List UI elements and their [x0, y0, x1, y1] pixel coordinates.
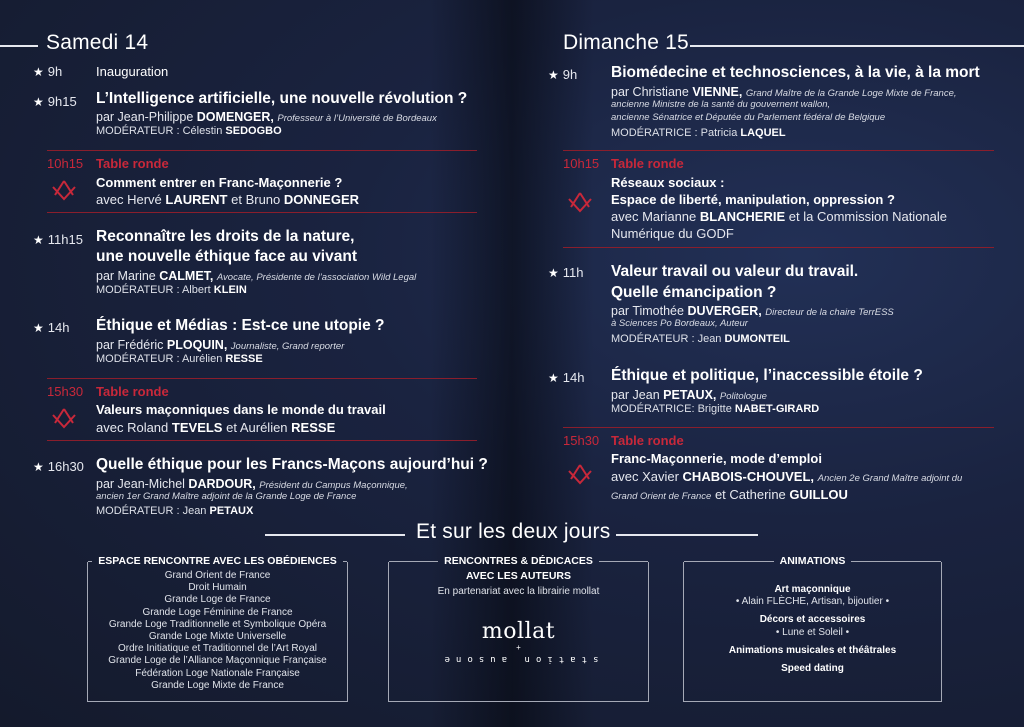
sunday-title: Dimanche 15 [563, 31, 689, 54]
star-icon: ★ [33, 94, 44, 109]
obedience-item: Grande Loge de France [164, 594, 271, 606]
event-title-line2: une nouvelle éthique face au vivant [96, 248, 357, 265]
authors-box [388, 555, 649, 702]
table-ronde-label: Table ronde [611, 156, 684, 171]
divider [563, 150, 994, 151]
event-title: Valeur travail ou valeur du travail. [611, 263, 859, 280]
obediences-box [87, 555, 348, 702]
animations-list [684, 584, 941, 675]
authors-title-line2: AVEC LES AUTEURS [465, 570, 571, 582]
time-slot: ★ 14h [33, 320, 70, 335]
table-ronde-label: Table ronde [611, 433, 684, 448]
divider [47, 440, 477, 441]
star-icon: ★ [33, 64, 44, 79]
time-slot: 15h30 [563, 433, 600, 448]
star-icon: ★ [33, 232, 44, 247]
square-compass-icon [566, 463, 594, 487]
time-slot: ★ 9h15 [33, 94, 77, 109]
obedience-item: Grand Orient de France [164, 570, 271, 581]
event-moderator: MODÉRATRICE : Patricia LAQUEL [611, 127, 786, 139]
animations-box [683, 555, 942, 702]
obedience-item: Droit Humain [188, 582, 247, 594]
event-speaker-role: ancien 1er Grand Maître adjoint de la Grande Loge de France [96, 491, 357, 502]
section-rule [265, 534, 405, 536]
event-title: Biomédecine et technosciences, à la vie, à la mort [611, 64, 980, 81]
box-header: ANIMATIONS [684, 555, 941, 567]
event-title: L’Intelligence artificielle, une nouvelle révolution ? [96, 90, 468, 107]
event-title: Inauguration [96, 64, 169, 79]
obedience-item: Grande Loge de l’Alliance Maçonnique Française [108, 655, 327, 667]
obediences-list [88, 570, 347, 692]
animation-detail: • Alain FLÈCHE, Artisan, bijoutier • [735, 596, 890, 608]
box-header: RENCONTRES & DÉDICACES [389, 555, 648, 567]
star-icon: ★ [33, 320, 44, 335]
authors-subtitle: En partenariat avec la librairie mollat [437, 586, 600, 597]
event-speaker: par Jean PETAUX, Politologue [611, 388, 767, 402]
event-speaker: par Christiane VIENNE, Grand Maître de la Grande Loge Mixte de France, [611, 85, 957, 99]
event-title: Franc-Maçonnerie, mode d’emploi [611, 451, 822, 466]
event-title-line2: Espace de liberté, manipulation, oppression ? [611, 192, 895, 207]
event-speaker-role: à Sciences Po Bordeaux, Auteur [611, 318, 748, 329]
obedience-item: Grande Loge Mixte Universelle [148, 631, 287, 643]
time-slot: 10h15 [47, 156, 84, 171]
event-title: Comment entrer en Franc-Maçonnerie ? [96, 175, 343, 190]
event-title: Éthique et Médias : Est-ce une utopie ? [96, 317, 385, 334]
event-moderator: MODÉRATEUR : Aurélien RESSE [96, 353, 263, 365]
event-moderator: MODÉRATEUR : Célestin SEDOGBO [96, 125, 282, 137]
animation-heading: Décors et accessoires [759, 614, 866, 626]
star-icon: ★ [33, 459, 44, 474]
time-slot: ★ 16h30 [33, 459, 84, 474]
event-moderator: MODÉRATEUR : Jean PETAUX [96, 505, 254, 517]
event-participants-line2: Grand Orient de France et Catherine GUILLOU [611, 487, 848, 502]
event-participants: avec Hervé LAURENT et Bruno DONNEGER [96, 192, 360, 207]
divider [47, 150, 477, 151]
saturday-title: Samedi 14 [46, 31, 149, 54]
event-speaker: par Jean-Michel DARDOUR, Président du Campus Maçonnique, [96, 477, 408, 491]
event-speaker: par Frédéric PLOQUIN, Journaliste, Grand reporter [96, 338, 345, 352]
divider [563, 427, 994, 428]
divider [47, 212, 477, 213]
time-slot: ★ 11h [548, 265, 584, 280]
divider [563, 247, 994, 248]
event-title: Quelle éthique pour les Francs-Maçons aujourd’hui ? [96, 456, 488, 473]
both-days-title: Et sur les deux jours [416, 520, 611, 543]
obedience-item: Ordre Initiatique et Traditionnel de l’Art Royal [118, 643, 317, 655]
event-speaker: par Timothée DUVERGER, Directeur de la chaire TerrESS [611, 304, 894, 318]
star-icon: ★ [548, 67, 559, 82]
event-speaker: par Jean-Philippe DOMENGER, Professeur à l’Université de Bordeaux [96, 110, 437, 124]
animation-detail: • Lune et Soleil • [775, 626, 850, 638]
event-title: Reconnaître les droits de la nature, [96, 228, 355, 245]
event-moderator: MODÉRATEUR : Jean DUMONTEIL [611, 333, 790, 345]
obedience-item: Grande Loge Traditionnelle et Symbolique Opéra [108, 618, 327, 630]
table-ronde-label: Table ronde [96, 156, 169, 171]
station-ausone-logo: station ausone [438, 654, 599, 664]
event-moderator: MODÉRATRICE: Brigitte NABET-GIRARD [611, 403, 820, 415]
box-header: ESPACE RENCONTRE AVEC LES OBÉDIENCES [88, 555, 347, 567]
animation-heading: Animations musicales et théâtrales [728, 644, 897, 656]
time-slot: 15h30 [47, 384, 84, 399]
time-slot: ★ 9h [33, 64, 63, 79]
obedience-item: Fédération Loge Nationale Française [135, 667, 300, 679]
event-title-line2: Quelle émancipation ? [611, 284, 777, 301]
event-title: Réseaux sociaux : [611, 175, 725, 190]
animation-heading: Speed dating [781, 663, 844, 675]
star-icon: ★ [548, 265, 559, 280]
square-compass-icon [50, 179, 78, 203]
section-rule [616, 534, 758, 536]
divider [47, 378, 477, 379]
event-participants: avec Xavier CHABOIS-CHOUVEL, Ancien 2e Grand Maître adjoint du [611, 469, 963, 484]
table-ronde-label: Table ronde [96, 384, 169, 399]
event-title: Éthique et politique, l’inaccessible étoile ? [611, 367, 923, 384]
event-participants-line2: Numérique du GODF [611, 226, 734, 241]
obedience-item: Grande Loge Mixte de France [151, 679, 284, 691]
event-speaker-role: ancienne Sénatrice et Députée du Parlement fédéral de Belgique [611, 112, 886, 123]
event-speaker-role: ancienne Ministre de la santé du gouvernent wallon, [611, 99, 831, 110]
event-participants: avec Roland TEVELS et Aurélien RESSE [96, 420, 336, 435]
time-slot: ★ 14h [548, 370, 585, 385]
event-participants: avec Marianne BLANCHERIE et la Commission Nationale [611, 209, 947, 224]
time-slot: ★ 9h [548, 67, 578, 82]
square-compass-icon [50, 407, 78, 431]
time-slot: ★ 11h15 [33, 232, 83, 247]
star-icon: ★ [548, 370, 559, 385]
time-slot: 10h15 [563, 156, 600, 171]
header-rule [0, 45, 38, 47]
animation-heading: Art maçonnique [774, 584, 851, 595]
square-compass-icon [566, 191, 594, 215]
obedience-item: Grande Loge Féminine de France [142, 606, 293, 618]
logo-plus: + [516, 643, 521, 652]
event-moderator: MODÉRATEUR : Albert KLEIN [96, 284, 247, 296]
event-speaker: par Marine CALMET, Avocate, Présidente de l’association Wild Legal [96, 269, 417, 283]
event-title: Valeurs maçonniques dans le monde du travail [96, 402, 386, 417]
mollat-logo: mollat [481, 619, 556, 644]
header-rule [690, 45, 1024, 47]
